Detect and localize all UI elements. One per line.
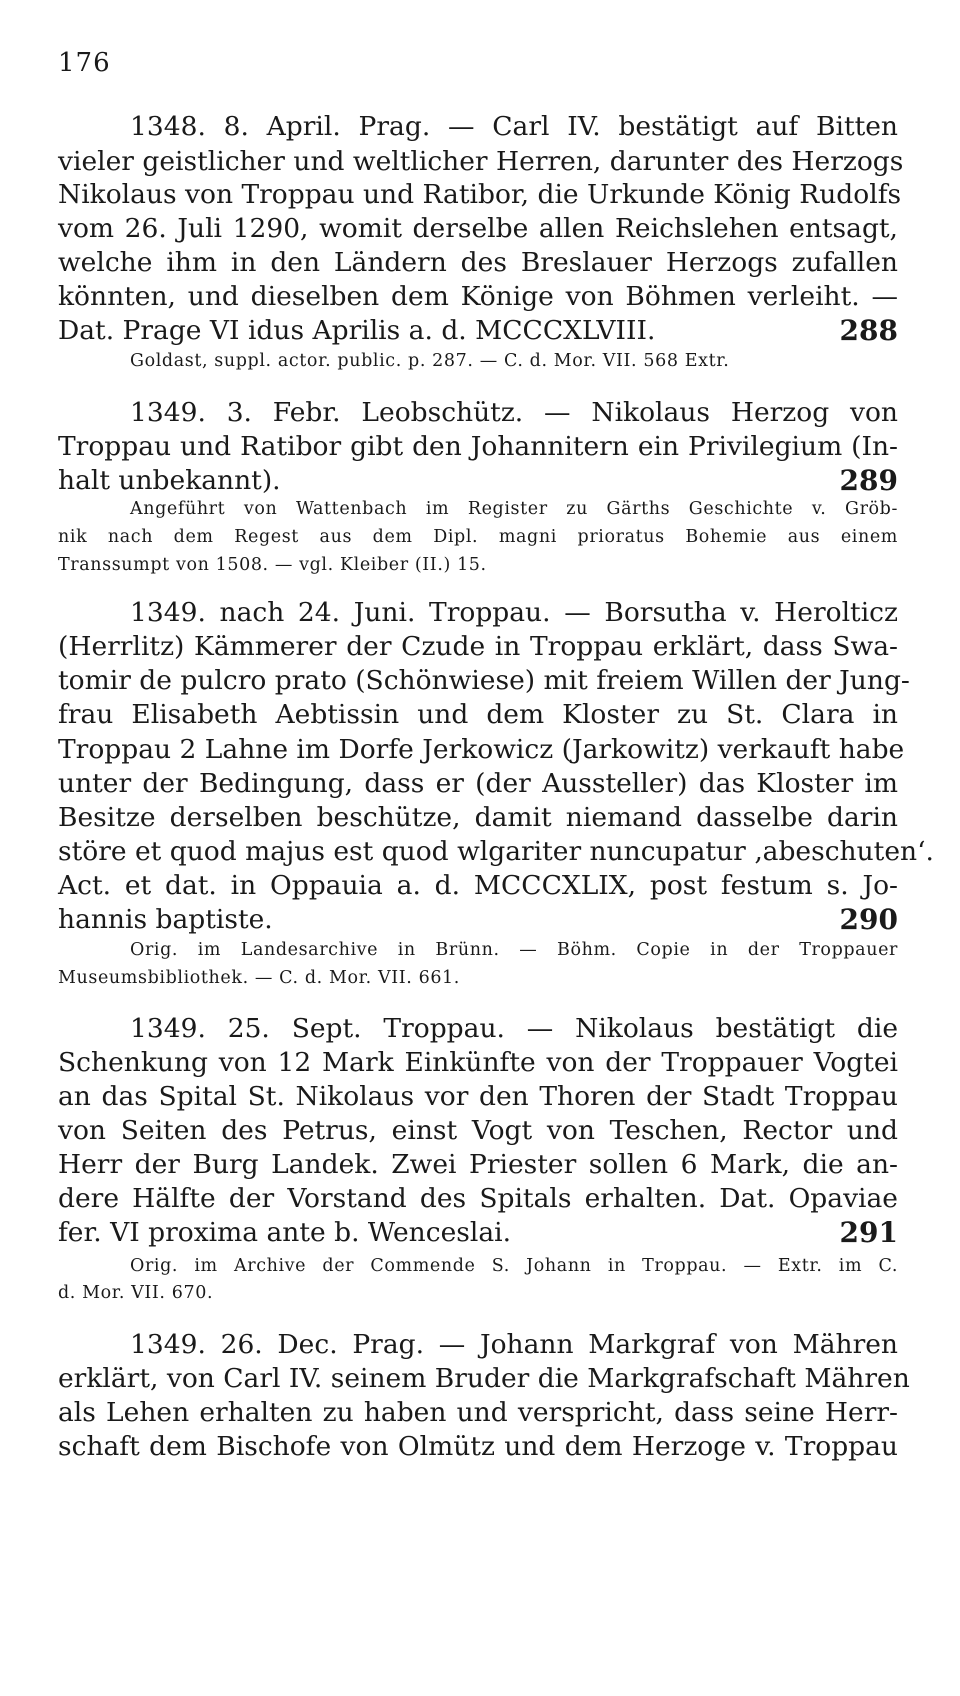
entry-line-last — [58, 314, 898, 348]
entry-line-last — [58, 903, 898, 937]
entry-line: 1349. nach 24. Juni. Troppau. — Borsutha v. Herolticz — [130, 597, 898, 628]
entry-text: fer. VI proxima ante b. Wenceslai. — [58, 1217, 512, 1248]
entry-line: frau Elisabeth Aebtissin und dem Kloster zu St. Clara in — [58, 699, 898, 730]
entry-number: 291 — [839, 1216, 898, 1249]
entry-line: welche ihm in den Ländern des Breslauer Herzogs zufallen — [58, 247, 898, 278]
entry-line: Besitze derselben beschütze, damit niemand dasselbe darin — [58, 802, 898, 833]
page-number: 176 — [58, 48, 111, 78]
citation-line: nik nach dem Regest aus dem Dipl. magni prioratus Bohemie aus einem — [58, 527, 898, 547]
citation-line: Goldast, suppl. actor. public. p. 287. — C. d. Mor. VII. 568 Extr. — [130, 351, 730, 371]
entry-line: tomir de pulcro prato (Schönwiese) mit freiem Willen der Jung- — [58, 665, 910, 696]
entry-line-last — [58, 464, 898, 498]
entry-line: Nikolaus von Troppau und Ratibor, die Urkunde König Rudolfs — [58, 179, 902, 210]
entry-line: unter der Bedingung, dass er (der Aussteller) das Kloster im — [58, 768, 898, 799]
entry-line: 1349. 26. Dec. Prag. — Johann Markgraf von Mähren — [130, 1329, 898, 1360]
entry-line: von Seiten des Petrus, einst Vogt von Teschen, Rector und — [58, 1115, 898, 1146]
entry-line: könnten, und dieselben dem Könige von Böhmen verleiht. — — [58, 281, 898, 312]
entry-line: dere Hälfte der Vorstand des Spitals erhalten. Dat. Opaviae — [58, 1183, 898, 1214]
entry-line: vieler geistlicher und weltlicher Herren, darunter des Herzogs — [58, 146, 904, 177]
entry-line: Troppau 2 Lahne im Dorfe Jerkowicz (Jarkowitz) verkauft habe — [58, 734, 905, 765]
entry-line-last — [58, 1216, 898, 1250]
entry-line: 1349. 25. Sept. Troppau. — Nikolaus bestätigt die — [130, 1013, 898, 1044]
citation-line: Orig. im Landesarchive in Brünn. — Böhm. Copie in der Troppauer — [130, 940, 898, 960]
entry-line: störe et quod majus est quod wlgariter nuncupatur ‚abeschuten‘. — [58, 836, 934, 867]
entry-text: Dat. Prage VI idus Aprilis a. d. MCCCXLVIII. — [58, 315, 656, 346]
entry-line: 1348. 8. April. Prag. — Carl IV. bestätigt auf Bitten — [130, 111, 898, 142]
citation-line: Orig. im Archive der Commende S. Johann in Troppau. — Extr. im C. — [130, 1256, 898, 1276]
citation-line: Transsumpt von 1508. — vgl. Kleiber (II.) 15. — [58, 555, 487, 575]
entry-number: 290 — [839, 903, 898, 936]
citation-line: Angeführt von Wattenbach im Register zu Gärths Geschichte v. Gröb- — [130, 499, 898, 519]
entry-text: hannis baptiste. — [58, 904, 273, 935]
citation-line: d. Mor. VII. 670. — [58, 1283, 214, 1303]
entry-line: als Lehen erhalten zu haben und verspricht, dass seine Herr- — [58, 1397, 898, 1428]
entry-line: Herr der Burg Landek. Zwei Priester sollen 6 Mark, die an- — [58, 1149, 898, 1180]
entry-number: 289 — [839, 464, 898, 497]
entry-line: erklärt, von Carl IV. seinem Bruder die Markgrafschaft Mähren — [58, 1363, 910, 1394]
entry-line: Act. et dat. in Oppauia a. d. MCCCXLIX, post festum s. Jo- — [58, 870, 898, 901]
entry-line: Troppau und Ratibor gibt den Johannitern ein Privilegium (In- — [58, 431, 898, 462]
entry-line: (Herrlitz) Kämmerer der Czude in Troppau erklärt, dass Swa- — [58, 631, 898, 662]
entry-line: schaft dem Bischofe von Olmütz und dem Herzoge v. Troppau — [58, 1431, 898, 1462]
entry-text: halt unbekannt). — [58, 465, 281, 496]
entry-line: vom 26. Juli 1290, womit derselbe allen Reichslehen entsagt, — [58, 213, 898, 244]
entry-line: 1349. 3. Febr. Leobschütz. — Nikolaus Herzog von — [130, 397, 898, 428]
entry-line: Schenkung von 12 Mark Einkünfte von der Troppauer Vogtei — [58, 1047, 898, 1078]
entry-line: an das Spital St. Nikolaus vor den Thoren der Stadt Troppau — [58, 1081, 898, 1112]
entry-number: 288 — [839, 314, 898, 347]
citation-line: Museumsbibliothek. — C. d. Mor. VII. 661. — [58, 968, 460, 988]
